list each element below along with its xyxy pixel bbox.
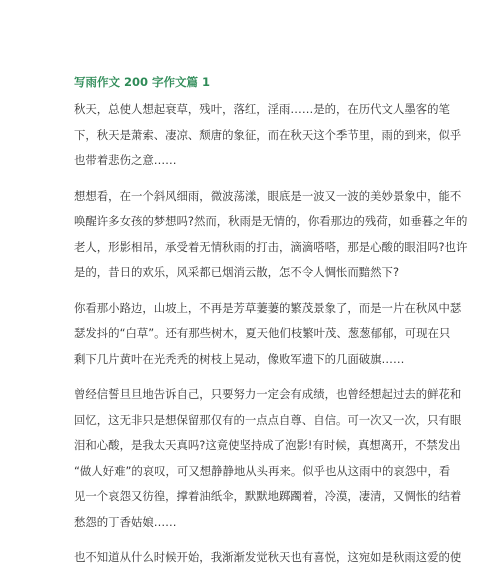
article-title: 写雨作文 200 字作文篇 1: [74, 75, 211, 89]
paragraph-line: 秋天，总使人想起衰草，残叶，落红，淫雨……是的，在历代文人墨客的笔: [74, 102, 450, 116]
paragraph-3: [74, 296, 462, 373]
paragraph-line: 也带着悲伤之意……: [74, 153, 177, 167]
paragraph-line: 泪和心酸，是我太天真吗?这竟使坚持成了泡影!有时候，真想离开，不禁发出: [74, 438, 461, 452]
paragraph-line: “做人好难”的哀叹，可又想静静地从头再来。似乎也从这雨中的哀怨中，看: [74, 463, 451, 478]
paragraph-line: 瑟发抖的“白草”。还有那些树木，夏天他们枝繁叶茂、葱葱郁郁，可现在只: [74, 326, 451, 340]
paragraph-1: [74, 97, 462, 174]
paragraph-line: 下，秋天是萧索、凄凉、颓唐的象征，而在秋天这个季节里，雨的到来，似乎: [74, 127, 462, 142]
paragraph-line: 是的，昔日的欢乐，风采都已烟消云散，怎不令人惆怅而黯然下?: [74, 265, 399, 279]
paragraph-line: 想想看，在一个斜风细雨，微波荡漾，眼底是一波又一波的美妙景象中，能不: [74, 188, 462, 203]
paragraph-line: 你看那小路边，山坡上，不再是芳草萋萋的繁茂景象了，而是一片在秋风中瑟: [74, 300, 462, 315]
paragraph-line: 剩下几片黄叶在光秃秃的树枝上晃动，像败军遗下的几面破旗……: [74, 351, 405, 366]
paragraph-line: 见一个哀怨又彷徨，撑着油纸伞，默默地踯躅着，冷漠，凄清，又惆怅的结着: [74, 489, 462, 503]
article: [74, 72, 468, 581]
paragraph-line: 愁怨的丁香姑娘……: [74, 514, 177, 529]
paragraph-5: [74, 545, 462, 571]
paragraph-line: 回忆，这无非只是想保留那仅有的一点点自尊、自信。可一次又一次，只有眼: [74, 412, 462, 427]
paragraph-line: 也不知道从什么时候开始，我渐渐发觉秋天也有喜悦，这宛如是秋雨这爱的使: [74, 550, 462, 564]
paragraph-line: 曾经信誓旦旦地告诉自己，只要努力一定会有成绩，也曾经想起过去的鲜花和: [74, 387, 462, 401]
paragraph-line: 老人，形影相吊，承受着无情秋雨的打击，滴滴嗒嗒，那是心酸的眼泪吗?也许: [74, 239, 468, 254]
paragraph-2: [74, 184, 468, 286]
paragraph-4: [74, 382, 462, 535]
paragraph-line: 唤醒许多女孩的梦想吗?然而，秋雨是无情的，你看那边的残荷，如垂暮之年的: [74, 214, 468, 228]
